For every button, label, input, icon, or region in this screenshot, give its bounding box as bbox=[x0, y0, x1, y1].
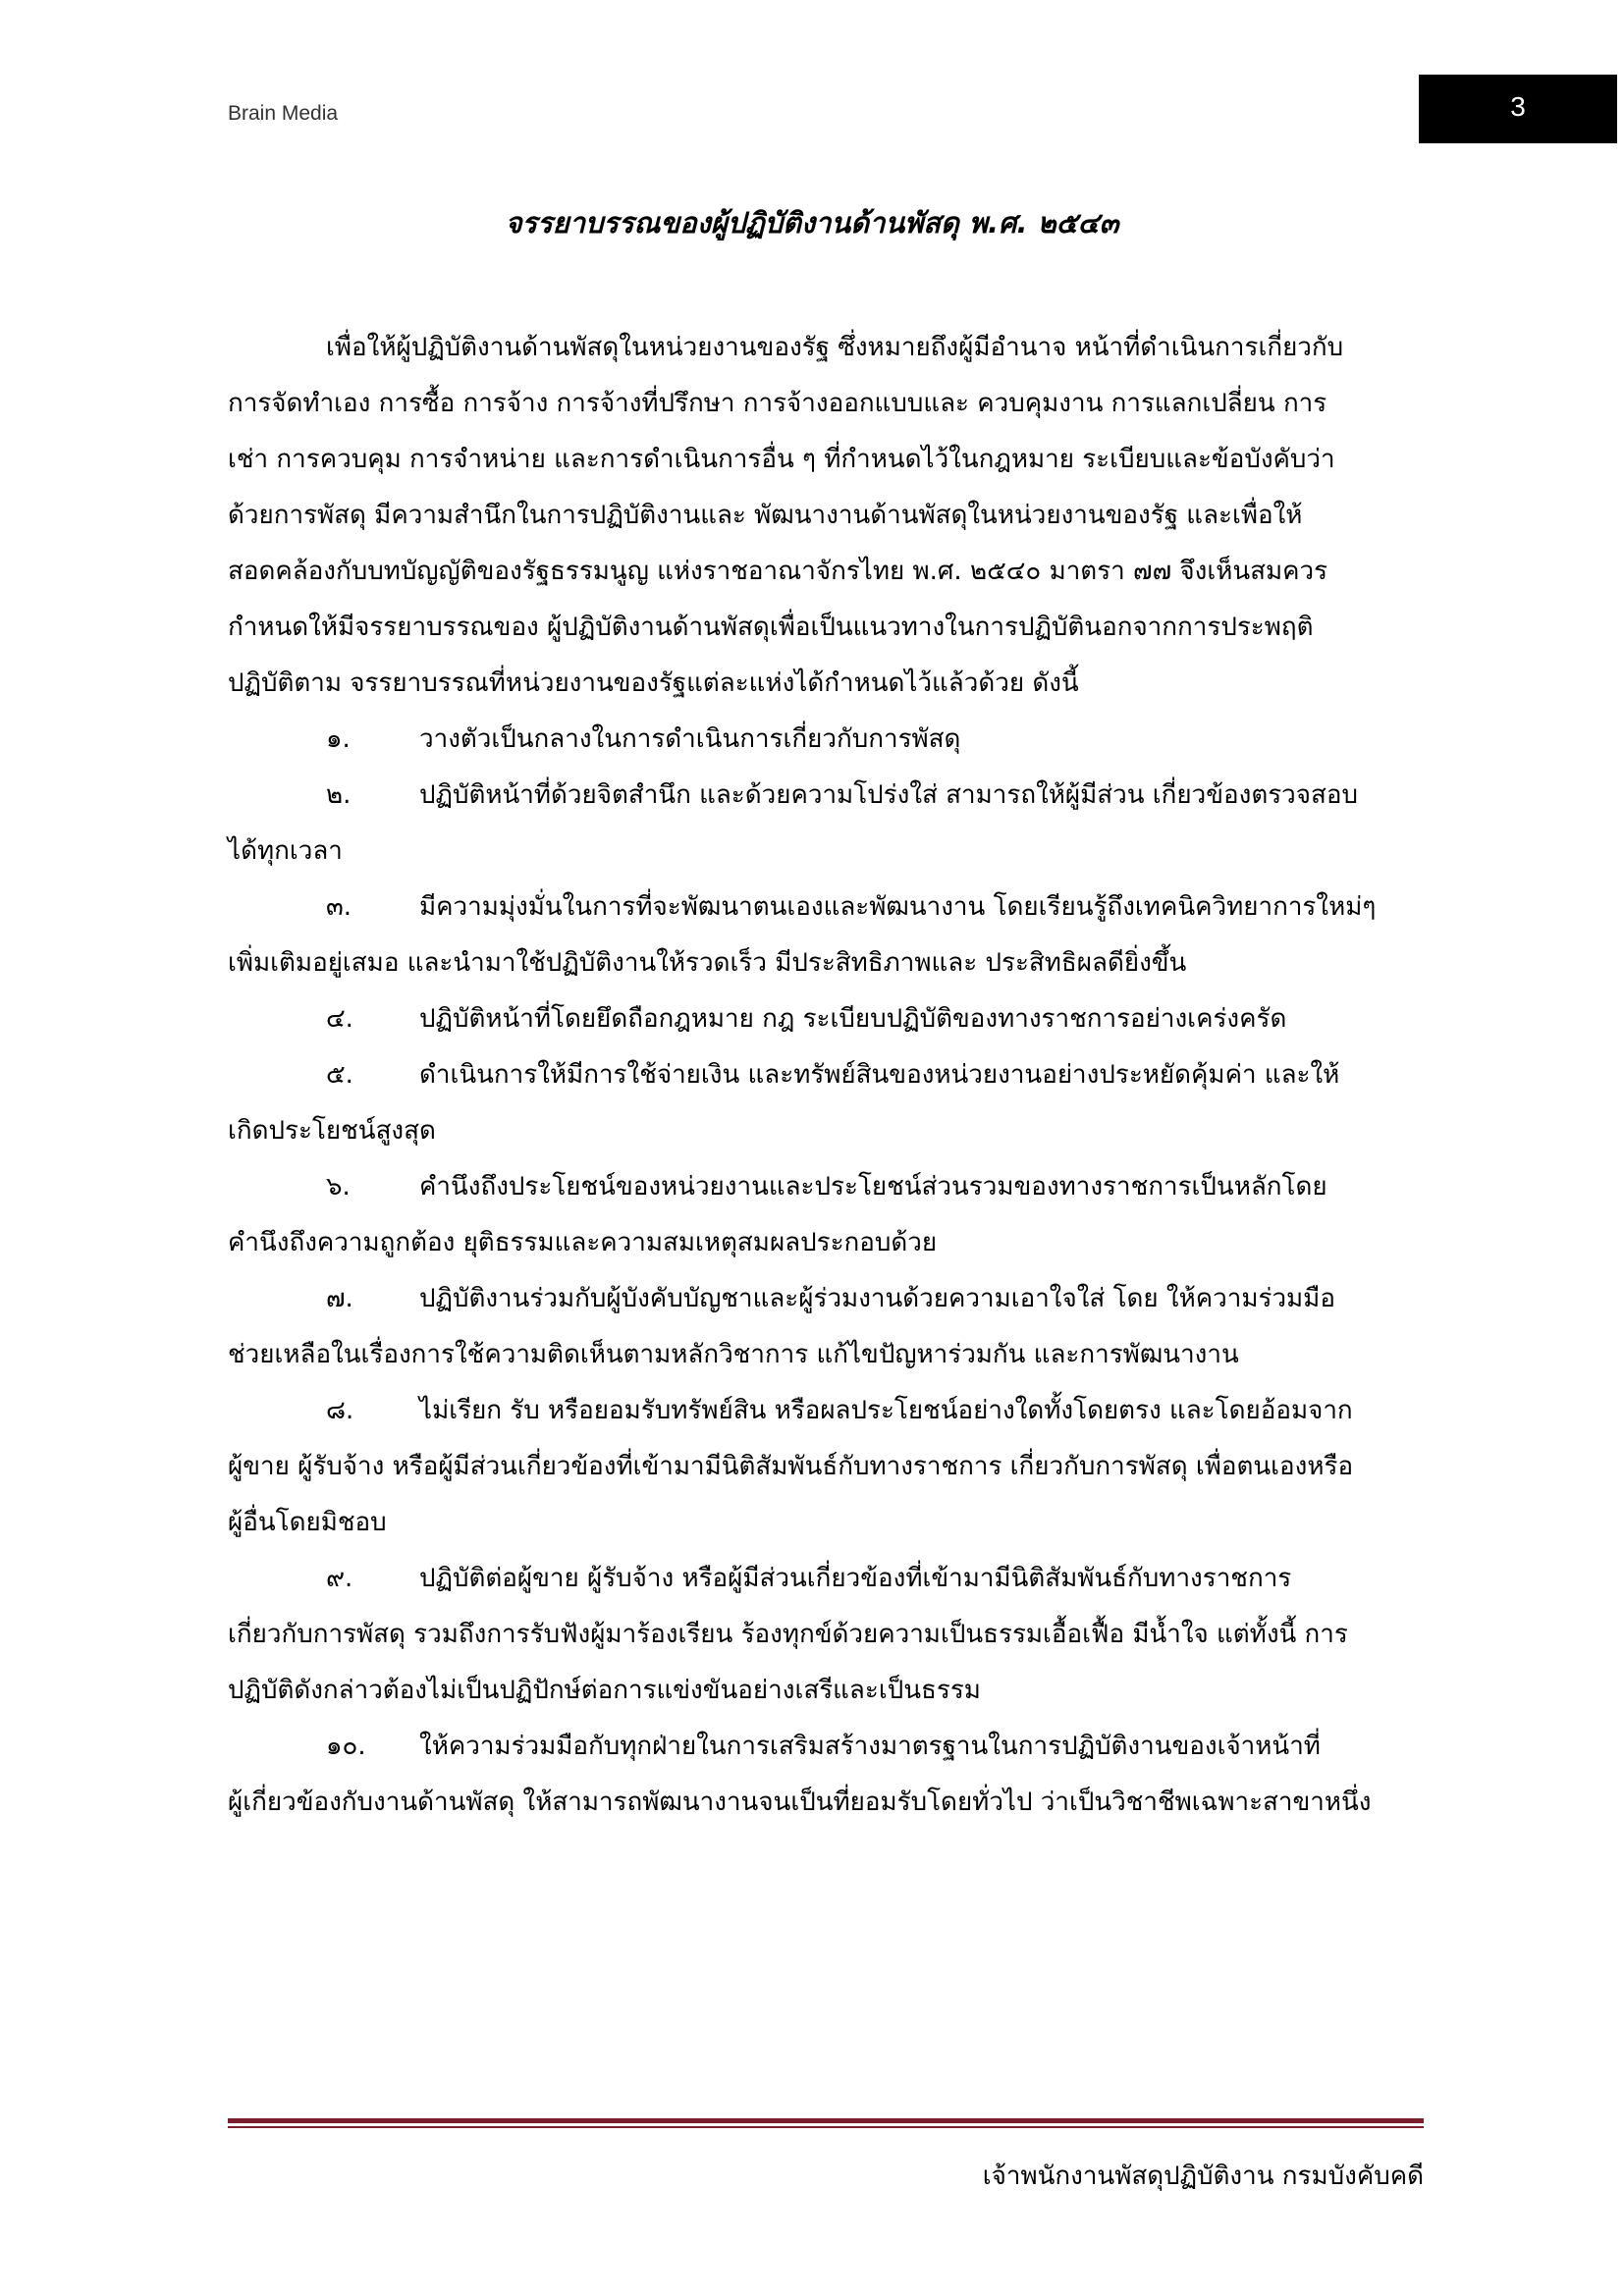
list-item bbox=[228, 1383, 1406, 1551]
item-text: ปฏิบัติหน้าที่โดยยึดถือกฎหมาย กฎ ระเบียบปฏิบัติของทางราชการอย่างเคร่งครัด bbox=[419, 1004, 1287, 1034]
item-number: ๔. bbox=[326, 1004, 353, 1034]
item-number: ๑. bbox=[326, 724, 351, 754]
intro-line: การจัดทำเอง การซื้อ การจ้าง การจ้างที่ปรึกษา การจ้างออกแบบและ ควบคุมงาน การแลกเปลี่ยน การ bbox=[228, 389, 1327, 418]
item-text: ไม่เรียก รับ หรือยอมรับทรัพย์สิน หรือผลประโยชน์อย่างใดทั้งโดยตรง และโดยอ้อมจาก bbox=[419, 1396, 1353, 1425]
item-text: คำนึงถึงประโยชน์ของหน่วยงานและประโยชน์ส่วนรวมของทางราชการเป็นหลักโดย bbox=[419, 1172, 1327, 1201]
list-item bbox=[228, 991, 1406, 1047]
item-text: ปฏิบัติหน้าที่ด้วยจิตสำนึก และด้วยความโปร่งใส่ สามารถให้ผู้มีส่วน เกี่ยวข้องตรวจสอบ bbox=[419, 780, 1358, 810]
intro-line: เช่า การควบคุม การจำหน่าย และการดำเนินการอื่น ๆ ที่กำหนดไว้ในกฎหมาย ระเบียบและข้อบังคับว่า bbox=[228, 445, 1335, 474]
document-body bbox=[228, 320, 1406, 1831]
intro-line: ปฏิบัติตาม จรรยาบรรณที่หน่วยงานของรัฐแต่ละแห่งได้กำหนดไว้แล้วด้วย ดังนี้ bbox=[228, 668, 1079, 698]
item-continuation: ผู้ขาย ผู้รับจ้าง หรือผู้มีส่วนเกี่ยวข้องที่เข้ามามีนิติสัมพันธ์กับทางราชการ เกี่ยวกับการพัสดุ เพื่อตนเองหรือ bbox=[228, 1452, 1354, 1481]
intro-paragraph bbox=[228, 320, 1406, 712]
footer-text: เจ้าพนักงานพัสดุปฏิบัติงาน กรมบังคับคดี bbox=[982, 2162, 1424, 2191]
list-item bbox=[228, 1047, 1406, 1159]
item-text: ปฏิบัติต่อผู้ขาย ผู้รับจ้าง หรือผู้มีส่วนเกี่ยวข้องที่เข้ามามีนิติสัมพันธ์กับทางราชการ bbox=[419, 1564, 1292, 1593]
item-number: ๑๐. bbox=[326, 1732, 366, 1761]
item-number: ๓. bbox=[326, 892, 352, 922]
list-item bbox=[228, 1159, 1406, 1271]
item-number: ๗. bbox=[326, 1284, 353, 1313]
brand-label: Brain Media bbox=[228, 102, 339, 125]
item-text: ดำเนินการให้มีการใช้จ่ายเงิน และทรัพย์สินของหน่วยงานอย่างประหยัดคุ้มค่า และให้ bbox=[419, 1060, 1340, 1090]
list-item bbox=[228, 712, 1406, 768]
list-item bbox=[228, 1719, 1406, 1831]
intro-line: ด้วยการพัสดุ มีความสำนึกในการปฏิบัติงานและ พัฒนางานด้านพัสดุในหน่วยงานของรัฐ และเพื่อให้ bbox=[228, 501, 1303, 530]
item-continuation: เกี่ยวกับการพัสดุ รวมถึงการรับฟังผู้มาร้องเรียน ร้องทุกข์ด้วยความเป็นธรรมเอื้อเฟื้อ มีน้ำใจ แต่ทั้งนี้ การ bbox=[228, 1620, 1348, 1649]
list-item bbox=[228, 880, 1406, 991]
item-continuation: ปฏิบัติดังกล่าวต้องไม่เป็นปฏิปักษ์ต่อการแข่งขันอย่างเสรีและเป็นธรรม bbox=[228, 1676, 981, 1705]
page-number-badge: 3 bbox=[1419, 75, 1617, 143]
intro-line: สอดคล้องกับบทบัญญัติของรัฐธรรมนูญ แห่งราชอาณาจักรไทย พ.ศ. ๒๕๔๐ มาตรา ๗๗ จึงเห็นสมควร bbox=[228, 557, 1328, 586]
document-title: จรรยาบรรณของผู้ปฏิบัติงานด้านพัสดุ พ.ศ. ๒๕๔๓ bbox=[505, 206, 1119, 240]
intro-line: กำหนดให้มีจรรยาบรรณของ ผู้ปฏิบัติงานด้านพัสดุเพื่อเป็นแนวทางในการปฏิบัตินอกจากการประพฤติ bbox=[228, 613, 1314, 642]
item-number: ๒. bbox=[326, 780, 352, 810]
item-text: มีความมุ่งมั่นในการที่จะพัฒนาตนเองและพัฒนางาน โดยเรียนรู้ถึงเทคนิควิทยาการใหม่ๆ bbox=[419, 892, 1377, 922]
item-text: ให้ความร่วมมือกับทุกฝ่ายในการเสริมสร้างมาตรฐานในการปฏิบัติงานของเจ้าหน้าที่ bbox=[419, 1732, 1321, 1761]
item-continuation: คำนึงถึงความถูกต้อง ยุติธรรมและความสมเหตุสมผลประกอบด้วย bbox=[228, 1228, 938, 1257]
item-number: ๕. bbox=[326, 1060, 353, 1090]
item-continuation: ผู้เกี่ยวข้องกับงานด้านพัสดุ ให้สามารถพัฒนางานจนเป็นที่ยอมรับโดยทั่วไป ว่าเป็นวิชาชีพเฉพาะสาขาหนึ่ง bbox=[228, 1788, 1372, 1817]
item-text: วางตัวเป็นกลางในการดำเนินการเกี่ยวกับการพัสดุ bbox=[419, 724, 961, 754]
item-continuation: ช่วยเหลือในเรื่องการใช้ความติดเห็นตามหลักวิชาการ แก้ไขปัญหาร่วมกัน และการพัฒนางาน bbox=[228, 1340, 1239, 1369]
intro-line: เพื่อให้ผู้ปฏิบัติงานด้านพัสดุในหน่วยงานของรัฐ ซึ่งหมายถึงผู้มีอำนาจ หน้าที่ดำเนินการเกี่ยวกับ bbox=[326, 333, 1344, 362]
list-item bbox=[228, 768, 1406, 880]
item-continuation: ได้ทุกเวลา bbox=[228, 836, 343, 866]
item-number: ๖. bbox=[326, 1172, 351, 1201]
item-continuation: เกิดประโยชน์สูงสุด bbox=[228, 1116, 436, 1146]
item-text: ปฏิบัติงานร่วมกับผู้บังคับบัญชาและผู้ร่วมงานด้วยความเอาใจใส่ โดย ให้ความร่วมมือ bbox=[419, 1284, 1335, 1313]
list-item bbox=[228, 1551, 1406, 1719]
list-item bbox=[228, 1271, 1406, 1383]
item-number: ๙. bbox=[326, 1564, 353, 1593]
item-continuation: ผู้อื่นโดยมิชอบ bbox=[228, 1508, 387, 1537]
footer-rule bbox=[228, 2118, 1424, 2123]
footer-rule-thin bbox=[228, 2126, 1424, 2128]
item-number: ๘. bbox=[326, 1396, 354, 1425]
item-continuation: เพิ่มเติมอยู่เสมอ และนำมาใช้ปฏิบัติงานให้รวดเร็ว มีประสิทธิภาพและ ประสิทธิผลดียิ่งขึ้น bbox=[228, 948, 1187, 978]
